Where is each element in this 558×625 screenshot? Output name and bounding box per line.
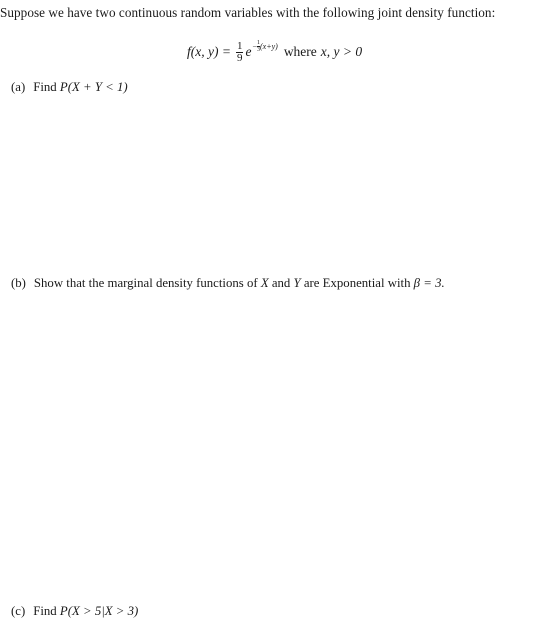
joint-density-formula — [187, 38, 362, 66]
formula-exponent — [252, 40, 277, 53]
exponent-numerator: 1 — [256, 39, 260, 46]
exponential-base: e — [245, 44, 252, 59]
part-b — [11, 276, 445, 291]
part-b-text-1: Show that the marginal density functions of — [33, 276, 258, 290]
exponent-sign: − — [252, 41, 257, 51]
formula-where: where — [283, 44, 317, 59]
part-b-label: (b) — [11, 276, 26, 290]
part-b-text-3: are Exponential with — [303, 276, 411, 290]
part-b-text-2: and — [271, 276, 291, 290]
problem-intro: Suppose we have two continuous random variables with the following joint density function: — [0, 5, 496, 20]
part-a-text: Find — [33, 80, 57, 94]
part-c — [11, 604, 138, 619]
part-a-expression: P(X + Y < 1) — [59, 80, 128, 94]
coefficient-numerator: 1 — [236, 39, 243, 52]
part-b-var-y: Y — [293, 276, 301, 290]
part-c-expression: P(X > 5|X > 3) — [59, 604, 139, 618]
exponent-argument: (x+y) — [259, 41, 278, 51]
part-b-expression: β = 3. — [413, 276, 445, 290]
part-c-label: (c) — [11, 604, 26, 618]
part-a — [11, 80, 128, 95]
part-c-text: Find — [33, 604, 57, 618]
exponent-denominator: 3 — [256, 46, 260, 53]
coefficient-denominator: 9 — [236, 51, 243, 64]
formula-coefficient — [236, 41, 244, 64]
formula-condition: x, y > 0 — [320, 44, 363, 59]
part-a-label: (a) — [11, 80, 26, 94]
part-b-var-x: X — [260, 276, 269, 290]
formula-lhs: f(x, y) = — [187, 44, 231, 59]
